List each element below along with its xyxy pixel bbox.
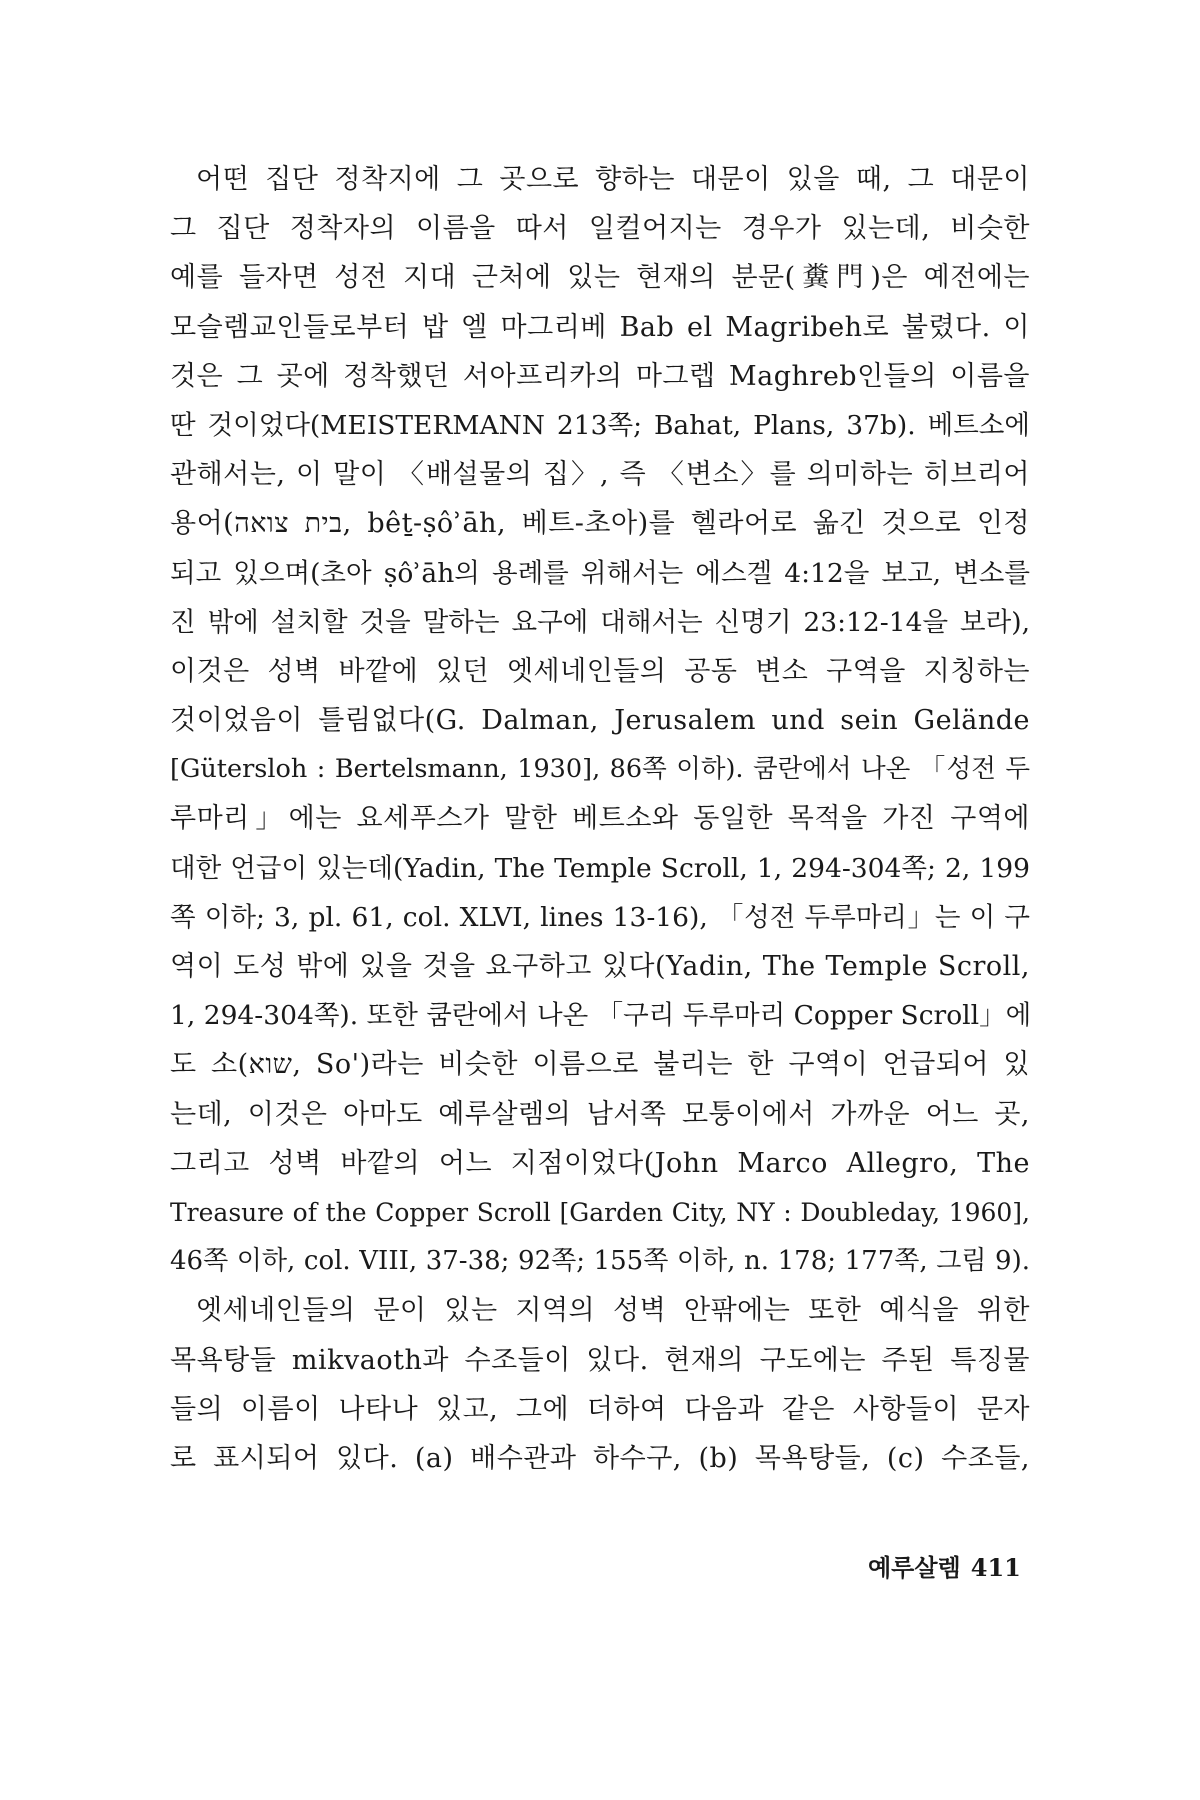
text-line: 그리고 성벽 바깥의 어느 지점이었다(John Marco Allegro, The	[170, 1147, 1030, 1179]
text-line: 엣세네인들의 문이 있는 지역의 성벽 안팎에는 또한 예식을 위한	[196, 1295, 1030, 1327]
text-line: [Gütersloh : Bertelsmann, 1930], 86쪽 이하). 쿰란에서 나온 「성전 두	[170, 754, 1030, 785]
text-line: 로 표시되어 있다. (a) 배수관과 하수구, (b) 목욕탕들, (c) 수조들,	[170, 1442, 1030, 1474]
text-line: 들의 이름이 나타나 있고, 그에 더하여 다음과 같은 사항들이 문자	[170, 1393, 1030, 1425]
text-line: 되고 있으며(초아 ṣôʾāh의 용례를 위해서는 에스겔 4:12을 보고, 변소를	[170, 557, 1030, 589]
text-line: 루마리」에는 요세푸스가 말한 베트소와 동일한 목적을 가진 구역에	[170, 803, 1030, 835]
text-line: 모슬렘교인들로부터 밥 엘 마그리베 Bab el Magribeh로 불렸다. 이	[170, 311, 1030, 343]
text-line: 용어(בית צואה, bêṯ-ṣôʾāh, 베트-초아)를 헬라어로 옮긴 것으로 인정	[170, 508, 1030, 540]
text-line: 예를 들자면 성전 지대 근처에 있는 현재의 분문(糞門)은 예전에는	[170, 262, 1030, 294]
text-line: 이것은 성벽 바깥에 있던 엣세네인들의 공동 변소 구역을 지칭하는	[170, 655, 1030, 687]
page-number: 411	[970, 1553, 1021, 1582]
page-footer	[868, 1548, 1031, 1583]
text-line: 어떤 집단 정착지에 그 곳으로 향하는 대문이 있을 때, 그 대문이	[196, 164, 1030, 195]
page-body	[170, 155, 1030, 1483]
text-line: 역이 도성 밖에 있을 것을 요구하고 있다(Yadin, The Temple Scroll,	[170, 951, 1030, 982]
text-line: Treasure of the Copper Scroll [Garden City, NY : Doubleday, 1960],	[170, 1197, 1030, 1227]
text-line: 도 소(שוא, So')라는 비슷한 이름으로 불리는 한 구역이 언급되어 있	[170, 1049, 1031, 1081]
text-line: 쪽 이하; 3, pl. 61, col. XLVI, lines 13-16), 「성전 두루마리」는 이 구	[170, 901, 1030, 933]
running-title: 예루살렘	[868, 1553, 961, 1582]
text-line: 진 밖에 설치할 것을 말하는 요구에 대해서는 신명기 23:12-14을 보라),	[170, 606, 1030, 638]
text-line: 대한 언급이 있는데(Yadin, The Temple Scroll, 1, 294-304쪽; 2, 199	[170, 852, 1030, 884]
text-line: 는데, 이것은 아마도 예루살렘의 남서쪽 모퉁이에서 가까운 어느 곳,	[170, 1098, 1030, 1130]
text-line: 딴 것이었다(MEISTERMANN 213쪽; Bahat, Plans, 37b). 베트소에	[170, 409, 1030, 441]
text-line: 1, 294-304쪽). 또한 쿰란에서 나온 「구리 두루마리 Copper Scroll」에	[170, 1000, 1032, 1032]
text-line: 것은 그 곳에 정착했던 서아프리카의 마그렙 Maghreb인들의 이름을	[170, 360, 1030, 392]
text-line: 목욕탕들 mikvaoth과 수조들이 있다. 현재의 구도에는 주된 특징물	[170, 1344, 1030, 1376]
text-line: 관해서는, 이 말이 〈배설물의 집〉, 즉 〈변소〉를 의미하는 히브리어	[170, 459, 1030, 491]
text-line: 그 집단 정착자의 이름을 따서 일컬어지는 경우가 있는데, 비슷한	[170, 213, 1030, 245]
text-line: 46쪽 이하, col. VIII, 37-38; 92쪽; 155쪽 이하, n. 178; 177쪽, 그림 9).	[170, 1246, 1030, 1277]
text-line: 것이었음이 틀림없다(G. Dalman, Jerusalem und sein Gelände	[170, 705, 1030, 737]
